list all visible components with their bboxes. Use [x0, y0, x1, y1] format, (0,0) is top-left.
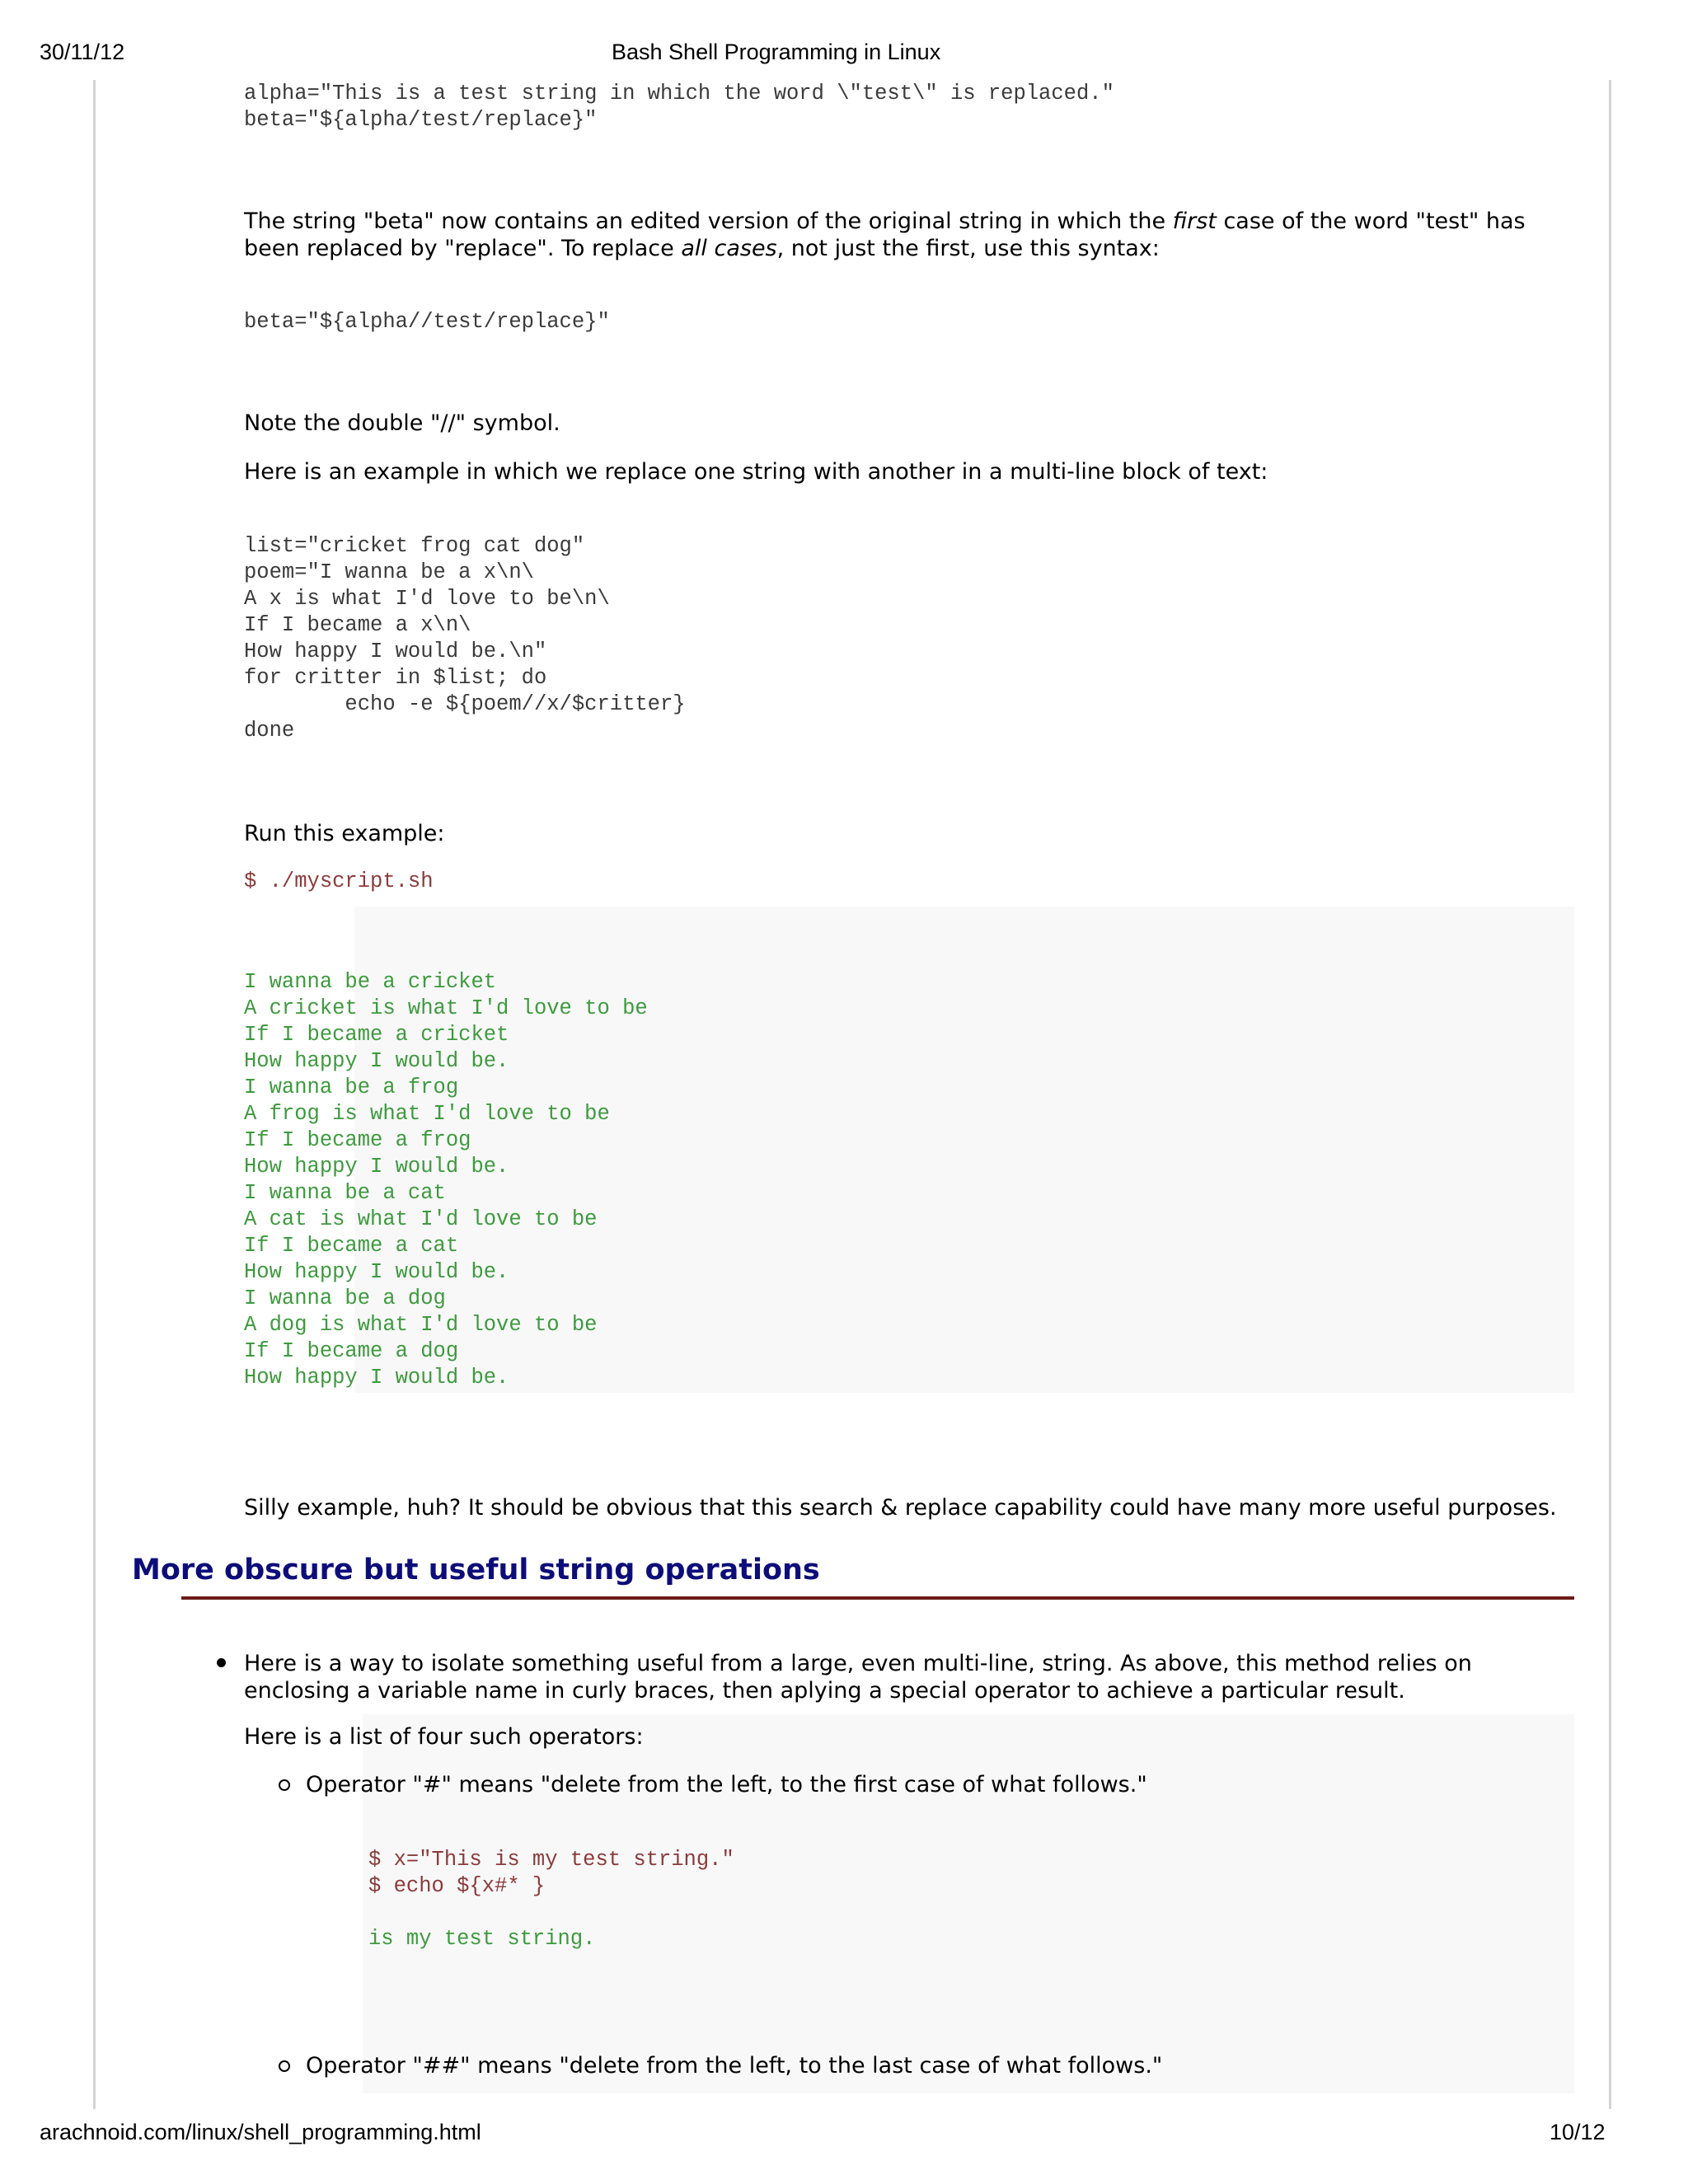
- bullet-dot: [217, 1658, 226, 1667]
- para1-part-c: case of the word "test" has been replaced by "replace". To replace: [244, 209, 1526, 261]
- paragraph-multiline-example-intro: Here is an example in which we replace one string with another in a multi-line block of text:: [244, 459, 1268, 485]
- code-block-global-replace: beta="${alpha//test/replace}": [244, 310, 610, 334]
- bullet-isolate-string-text: Here is a way to isolate something useful from a large, even multi-line, string. As above, this method relies on enclosing a variable name in curly braces, then aplying a special operator to achieve a particular result.: [244, 1651, 1472, 1704]
- paragraph-double-slash-note: Note the double "//" symbol.: [244, 410, 560, 436]
- output-poem-lines: I wanna be a cricket A cricket is what I'd love to be If I became a cricket How happy I would be. I wanna be a frog A frog is what I'd love to be If I became a frog How happy I would be. I wanna be a cat A cat is what I'd love to be If I became a cat How happy I would be. I wanna be a dog A dog is what I'd love to be If I became a dog How happy I would be.: [244, 970, 648, 1390]
- command-hash-example: $ x="This is my test string." $ echo ${x#* }: [368, 1848, 734, 1898]
- header-date: 30/11/12: [40, 40, 125, 64]
- paragraph-beta-explanation: [244, 208, 1579, 262]
- footer-url[interactable]: arachnoid.com/linux/shell_programming.html: [40, 2120, 481, 2144]
- header-title: Bash Shell Programming in Linux: [612, 40, 941, 64]
- section-heading-rule: [181, 1596, 1574, 1600]
- paragraph-four-operators: Here is a list of four such operators:: [244, 1724, 644, 1750]
- left-border-line: [93, 80, 96, 2109]
- code-block-poem-script: list="cricket frog cat dog" poem="I wanna be a x\n\ A x is what I'd love to be\n\ If I became a x\n\ How happy I would be.\n" for critter in $list; do echo -e ${poem//x/$critter} done: [244, 534, 686, 743]
- command-run-script: $ ./myscript.sh: [244, 869, 434, 893]
- sub-bullet-circle-2: [279, 2060, 290, 2072]
- para1-emphasis-first: first: [1172, 209, 1217, 234]
- paragraph-silly-example: Silly example, huh? It should be obvious that this search & replace capability could have many more useful purposes.: [244, 1495, 1557, 1521]
- section-heading-obscure-string-ops: More obscure but useful string operations: [132, 1554, 820, 1586]
- sub-bullet-operator-double-hash: Operator "##" means "delete from the left, to the last case of what follows.": [306, 2053, 1163, 2079]
- para1-emphasis-all-cases: all cases: [681, 236, 777, 261]
- right-border-line: [1609, 80, 1611, 2109]
- para1-part-a: The string "beta" now contains an edited version of the original string in which the: [244, 209, 1173, 234]
- code-block-alpha-beta: alpha="This is a test string in which the word \"test\" is replaced." beta="${alpha/test/replace}": [244, 82, 1114, 132]
- sub-bullet-operator-hash: Operator "#" means "delete from the left, to the first case of what follows.": [306, 1772, 1147, 1797]
- sub-bullet-circle-1: [279, 1779, 290, 1791]
- footer-page-number: 10/12: [1550, 2120, 1606, 2144]
- paragraph-run-example: Run this example:: [244, 821, 445, 846]
- output-hash-example: is my test string.: [368, 1927, 596, 1951]
- para1-part-e: , not just the first, use this syntax:: [776, 236, 1160, 261]
